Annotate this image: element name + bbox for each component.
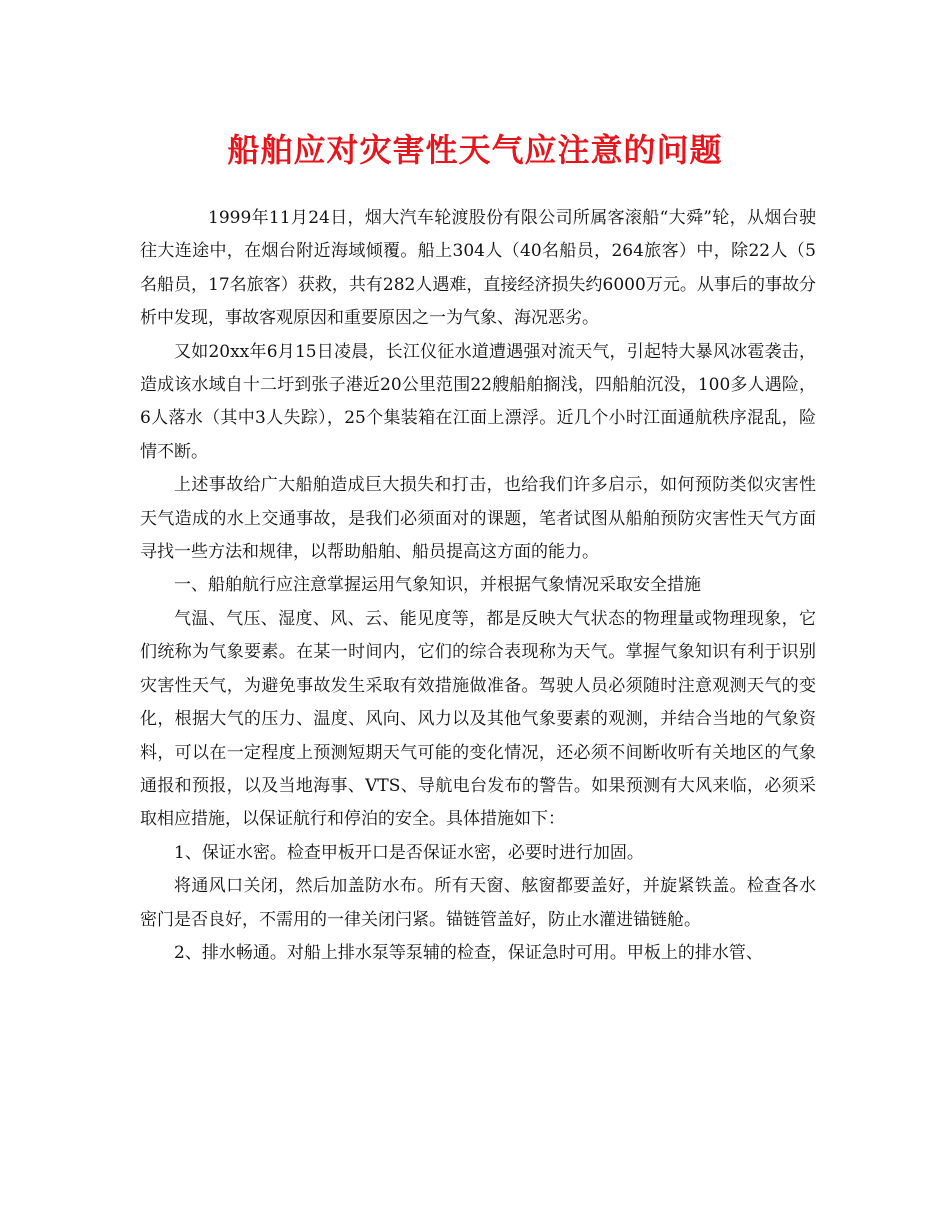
paragraph-4: 气温、气压、湿度、风、云、能见度等，都是反映大气状态的物理量或物理现象，它们统称为气象要素。在某一时间内，它们的综合表现称为天气。掌握气象知识有利于识别灾害性天气，为避免事故发生采取有效措施做准备。驾驶人员必须随时注意观测天气的变化，根据大气的压力、温度、风向、风力以及其他气象要素的观测，并结合当地的气象资料，可以在一定程度上预测短期天气可能的变化情况，还必须不间断收听有关地区的气象通报和预报，以及当地海事、VTS、导航电台发布的警告。如果预测有大风来临，必须采取相应措施，以保证航行和停泊的安全。具体措施如下： — [140, 608, 816, 830]
paragraph-1: 1999年11月24日，烟大汽车轮渡股份有限公司所属客滚船“大舜”轮，从烟台驶往大连途中，在烟台附近海域倾覆。船上304人（40名船员，264旅客）中，除22人（5名船员，17名旅客）获救，共有282人遇难，直接经济损失约6000万元。从事后的事故分析中发现，事故客观原因和重要原因之一为气象、海况恶劣。 — [140, 208, 816, 329]
measure-item-2: 2、排水畅通。对船上排水泵等泵辅的检查，保证急时可用。甲板上的排水管、 — [174, 942, 763, 963]
paragraph-3: 上述事故给广大船舶造成巨大损失和打击，也给我们许多启示，如何预防类似灾害性天气造成的水上交通事故，是我们必须面对的课题，笔者试图从船舶预防灾害性天气方面寻找一些方法和规律，以帮助船舶、船员提高这方面的能力。 — [140, 475, 816, 563]
section-heading-1: 一、船舶航行应注意掌握运用气象知识，并根据气象情况采取安全措施 — [174, 575, 701, 596]
document-title: 船舶应对灾害性天气应注意的问题 — [227, 131, 723, 169]
paragraph-5: 将通风口关闭，然后加盖防水布。所有天窗、舷窗都要盖好，并旋紧铁盖。检查各水密门是否良好，不需用的一律关闭闩紧。锚链管盖好，防止水灌进锚链舱。 — [140, 876, 816, 930]
paragraph-2: 又如20xx年6月15日凌晨，长江仪征水道遭遇强对流天气，引起特大暴风冰雹袭击，造成该水域自十二圩到张子港近20公里范围22艘船舶搁浅，四船舶沉没，100多人遇险， 6人落水（其中3人失踪），25个集装箱在江面上漂浮。近几个小时江面通航秩序混乱，险情不断。 — [140, 341, 816, 462]
document-body — [140, 202, 816, 970]
measure-item-1: 1、保证水密。检查甲板开口是否保证水密，必要时进行加固。 — [174, 842, 644, 863]
